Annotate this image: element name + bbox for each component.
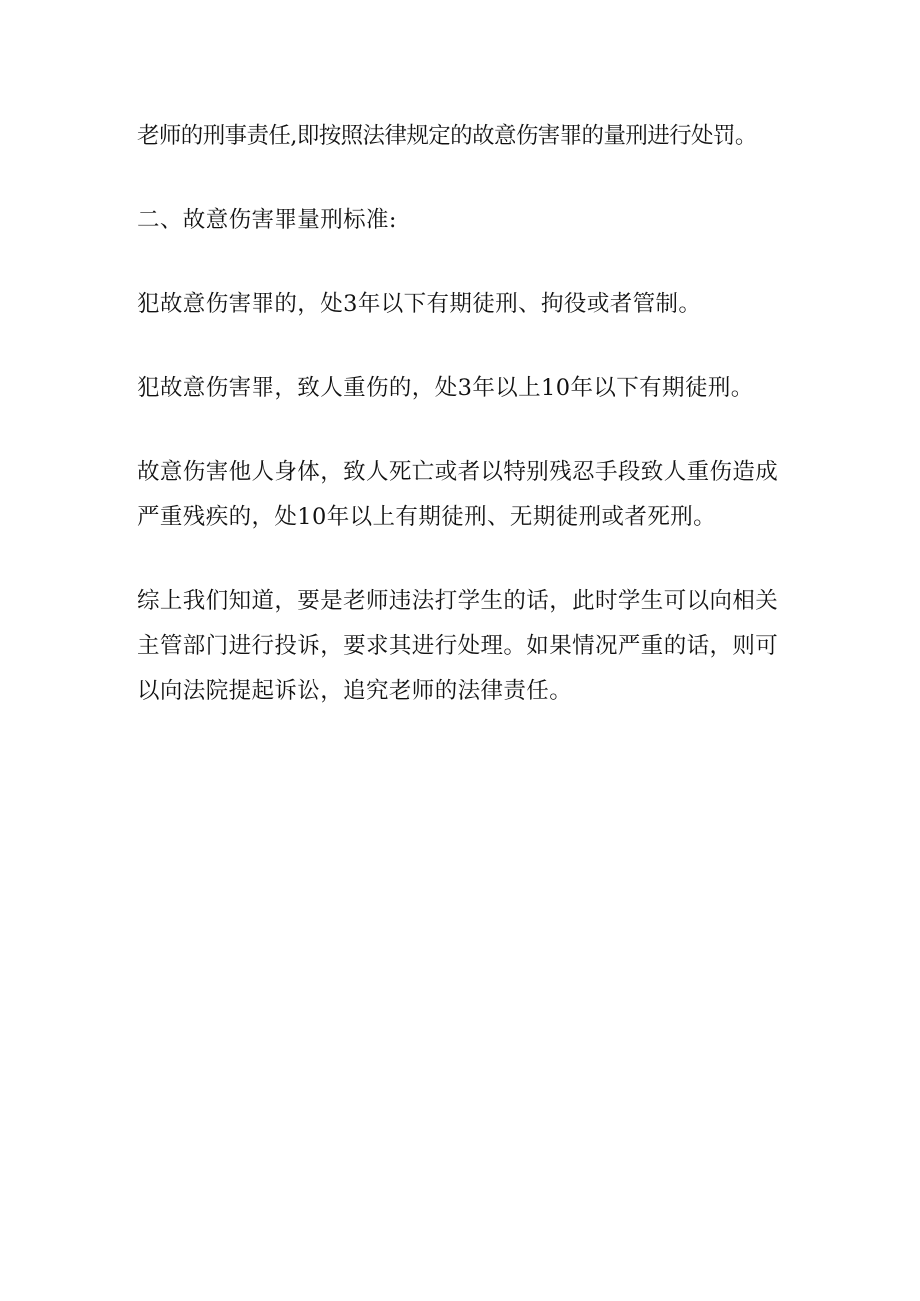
paragraph-criminal-liability: 老师的刑事责任,即按照法律规定的故意伤害罪的量刑进行处罚。 (137, 123, 757, 149)
section-heading-sentencing-standards: 二、故意伤害罪量刑标准: (137, 207, 397, 233)
paragraph-serious-injury-sentence: 犯故意伤害罪，致人重伤的，处3年以上10年以下有期徒刑。 (137, 375, 754, 401)
paragraph-basic-sentence: 犯故意伤害罪的，处3年以下有期徒刑、拘役或者管制。 (137, 291, 702, 317)
paragraph-conclusion: 综上我们知道，要是老师违法打学生的话，此时学生可以向相关主管部门进行投诉，要求其进行处理。如果情况严重的话，则可以向法院提起诉讼，追究老师的法律责任。 (137, 588, 779, 704)
paragraph-death-or-disability-sentence: 故意伤害他人身体，致人死亡或者以特别残忍手段致人重伤造成严重残疾的，处10年以上有期徒刑、无期徒刑或者死刑。 (137, 459, 779, 530)
document-body (137, 114, 787, 753)
